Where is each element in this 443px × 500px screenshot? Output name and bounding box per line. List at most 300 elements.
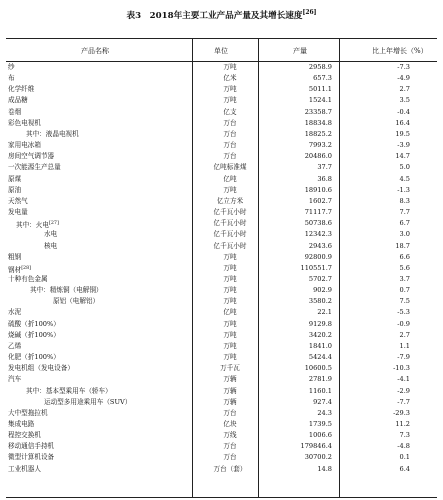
table-title-text: 表3 2018年主要工业产品产量及其增长速度 xyxy=(126,11,303,21)
product-name xyxy=(8,196,28,207)
product-growth-text: 5.6 xyxy=(399,263,410,272)
table-row xyxy=(6,118,437,129)
product-unit-text: 万吨 xyxy=(223,63,237,71)
product-name xyxy=(8,162,61,173)
product-growth-text: 6.6 xyxy=(399,252,410,261)
product-growth xyxy=(333,95,410,106)
product-name xyxy=(8,430,41,441)
product-output xyxy=(259,374,332,385)
product-growth-text: -4.9 xyxy=(397,74,410,83)
product-output-text: 10600.5 xyxy=(304,364,332,373)
product-output xyxy=(259,452,332,463)
product-growth-text: -4.1 xyxy=(397,375,410,384)
table-header xyxy=(6,39,437,62)
product-unit xyxy=(202,452,258,463)
product-unit-text: 万吨 xyxy=(223,85,237,94)
product-output xyxy=(259,352,332,363)
product-growth xyxy=(333,274,410,285)
product-growth xyxy=(333,107,410,118)
product-unit xyxy=(202,464,258,475)
product-growth xyxy=(333,307,410,318)
table-row xyxy=(6,330,437,341)
product-growth xyxy=(333,185,410,196)
product-unit-text: 万吨 xyxy=(223,252,237,261)
product-output-text: 2943.6 xyxy=(308,241,332,250)
table-row xyxy=(6,95,437,106)
product-name xyxy=(8,419,34,430)
product-growth xyxy=(333,162,410,173)
product-output xyxy=(259,430,332,441)
product-output-text: 18910.6 xyxy=(304,185,332,194)
header-growth: 比上年增长（%） xyxy=(372,47,428,55)
product-output-text: 3580.2 xyxy=(308,297,332,306)
table-row xyxy=(6,252,437,263)
product-growth-text: 14.7 xyxy=(395,152,410,161)
product-output-text: 2958.9 xyxy=(308,63,332,71)
table-row xyxy=(6,241,437,252)
product-growth-text: 4.5 xyxy=(399,174,410,183)
product-name-text: 水泥 xyxy=(8,308,22,317)
product-name-text: 运动型多用途乘用车（SUV） xyxy=(44,397,132,406)
product-output xyxy=(259,218,332,229)
product-growth xyxy=(333,441,410,452)
product-output xyxy=(259,330,332,341)
product-output-text: 657.3 xyxy=(313,74,332,83)
product-growth xyxy=(333,397,410,408)
table-row xyxy=(6,107,437,118)
table-row xyxy=(6,386,437,397)
product-name-text: 彩色电视机 xyxy=(8,118,41,127)
product-unit-text: 万吨 xyxy=(223,330,237,339)
product-growth-text: 0.7 xyxy=(399,286,410,295)
product-growth xyxy=(333,285,410,296)
product-unit xyxy=(202,207,258,218)
product-growth-text: 11.2 xyxy=(395,420,410,428)
table-row xyxy=(6,341,437,352)
product-output xyxy=(259,229,332,240)
product-unit xyxy=(202,252,258,263)
product-output-text: 5011.1 xyxy=(308,85,332,94)
product-unit xyxy=(202,140,258,151)
product-output xyxy=(259,129,332,140)
product-name xyxy=(8,118,41,129)
product-output-text: 5424.4 xyxy=(308,353,332,362)
product-name xyxy=(8,95,28,106)
product-growth-text: 7.7 xyxy=(399,208,410,217)
product-output xyxy=(259,464,332,475)
product-name-text: 原油 xyxy=(8,185,22,194)
product-growth xyxy=(333,408,410,419)
product-growth xyxy=(333,330,410,341)
product-name-text: 房间空气调节器 xyxy=(8,152,55,161)
product-unit-text: 亿块 xyxy=(223,420,237,428)
product-name-text: 核电 xyxy=(44,241,58,250)
product-name xyxy=(8,307,21,318)
product-name-text: 化肥（折100%） xyxy=(8,353,60,362)
product-growth xyxy=(333,452,410,463)
product-unit-text: 亿支 xyxy=(223,107,237,116)
table-row xyxy=(6,307,437,318)
product-unit xyxy=(202,307,258,318)
product-name-text: 粗钢 xyxy=(8,252,22,261)
product-output xyxy=(259,363,332,374)
product-output xyxy=(259,62,332,73)
product-growth-text: 7.5 xyxy=(399,297,410,306)
table-row xyxy=(6,84,437,95)
product-growth xyxy=(333,73,410,84)
product-output xyxy=(259,341,332,352)
product-growth-text: 6.7 xyxy=(399,219,410,228)
product-name xyxy=(8,363,74,374)
product-growth-text: 16.4 xyxy=(395,118,410,127)
table-row xyxy=(6,140,437,151)
product-growth-text: 0.1 xyxy=(399,453,410,462)
product-growth-text: 7.3 xyxy=(399,431,410,440)
product-name xyxy=(8,341,21,352)
product-growth-text: 19.5 xyxy=(395,129,410,138)
table-body xyxy=(6,62,437,475)
product-unit xyxy=(202,341,258,352)
product-growth xyxy=(333,464,410,475)
table-row xyxy=(6,363,437,374)
product-unit-text: 亿千瓦小时 xyxy=(213,230,247,239)
product-growth-text: 5.0 xyxy=(399,163,410,172)
product-output-text: 3420.2 xyxy=(308,330,332,339)
product-unit-text: 万吨 xyxy=(223,286,237,295)
product-output xyxy=(259,107,332,118)
product-name xyxy=(8,252,21,263)
product-output-text: 9129.8 xyxy=(308,319,332,328)
product-name xyxy=(8,464,41,475)
product-growth-text: 3.7 xyxy=(399,274,410,283)
product-name-text: 其中：基本型乘用车（轿车） xyxy=(26,386,112,395)
product-output-text: 37.7 xyxy=(317,163,332,172)
product-growth-text: -1.3 xyxy=(397,185,410,194)
product-unit xyxy=(202,419,258,430)
product-name xyxy=(8,207,28,218)
product-unit xyxy=(202,62,258,73)
product-growth-text: -5.3 xyxy=(397,308,410,317)
product-output xyxy=(259,95,332,106)
product-output xyxy=(259,307,332,318)
product-unit-text: 万辆 xyxy=(223,375,237,384)
product-output-text: 24.3 xyxy=(317,408,332,417)
product-name xyxy=(8,185,21,196)
table-row xyxy=(6,207,437,218)
product-output xyxy=(259,73,332,84)
product-name xyxy=(8,330,60,341)
product-output xyxy=(259,174,332,185)
product-unit-text: 万台 xyxy=(223,118,237,127)
product-growth xyxy=(333,174,410,185)
product-growth xyxy=(333,241,410,252)
product-unit-text: 万台 xyxy=(223,408,237,417)
product-output-text: 5702.7 xyxy=(308,274,332,283)
table-row xyxy=(6,218,437,229)
product-growth xyxy=(333,386,410,397)
product-unit-text: 万辆 xyxy=(223,397,237,406)
product-name xyxy=(8,174,21,185)
product-output-text: 12342.3 xyxy=(304,230,332,239)
product-unit xyxy=(202,363,258,374)
product-growth-text: -4.8 xyxy=(397,442,410,451)
product-output-text: 22.1 xyxy=(317,308,332,317)
product-unit xyxy=(202,386,258,397)
product-name xyxy=(44,397,131,408)
table-row xyxy=(6,374,437,385)
product-name-text: 程控交换机 xyxy=(8,431,41,440)
product-growth xyxy=(333,263,410,274)
product-growth xyxy=(333,363,410,374)
product-output xyxy=(259,252,332,263)
product-unit xyxy=(202,73,258,84)
product-unit xyxy=(202,274,258,285)
product-output xyxy=(259,196,332,207)
product-growth-text: 8.3 xyxy=(399,196,410,205)
product-name-text: 硫酸（折100%） xyxy=(8,319,60,328)
product-name xyxy=(30,285,103,296)
table-row xyxy=(6,263,437,274)
table-row xyxy=(6,73,437,84)
product-unit-text: 万台 xyxy=(223,141,237,150)
table-row xyxy=(6,285,437,296)
product-unit xyxy=(202,95,258,106)
table-row xyxy=(6,162,437,173)
product-name xyxy=(8,73,15,84)
product-unit xyxy=(202,162,258,173)
product-unit-text: 亿吨标准煤 xyxy=(213,163,247,172)
product-unit-text: 亿米 xyxy=(223,74,237,83)
table-row xyxy=(6,419,437,430)
product-name-text: 移动通信手持机 xyxy=(8,442,55,451)
table-title xyxy=(0,9,443,21)
product-growth-text: -7.9 xyxy=(397,353,410,362)
product-unit xyxy=(202,84,258,95)
product-output-text: 18834.8 xyxy=(304,118,332,127)
table-title-note: [26] xyxy=(302,9,317,17)
product-growth-text: 2.7 xyxy=(399,330,410,339)
header-output: 产量 xyxy=(293,47,307,55)
product-name-text: 化学纤维 xyxy=(8,85,35,94)
production-table xyxy=(6,38,437,498)
product-name-text: 钢材 xyxy=(8,266,22,274)
product-output-text: 1841.0 xyxy=(308,341,332,350)
product-unit xyxy=(202,374,258,385)
product-growth-text: -2.9 xyxy=(397,386,410,395)
product-unit xyxy=(202,397,258,408)
product-name xyxy=(8,62,15,73)
product-output-text: 902.9 xyxy=(313,286,332,295)
product-unit xyxy=(202,408,258,419)
product-output-text: 1006.6 xyxy=(308,431,332,440)
product-output-text: 2781.9 xyxy=(308,375,332,384)
product-name xyxy=(8,140,41,151)
product-output xyxy=(259,274,332,285)
product-output xyxy=(259,386,332,397)
footnote-ref: [28] xyxy=(21,265,32,271)
product-name-text: 其中：火电 xyxy=(16,221,49,230)
product-output-text: 20486.0 xyxy=(304,152,332,161)
product-name xyxy=(44,229,57,240)
table-row xyxy=(6,129,437,140)
product-name xyxy=(8,452,54,463)
product-growth-text: 3.5 xyxy=(399,96,410,105)
product-output-text: 30700.2 xyxy=(304,453,332,462)
product-output xyxy=(259,162,332,173)
table-row xyxy=(6,452,437,463)
product-growth xyxy=(333,62,410,73)
product-growth xyxy=(333,252,410,263)
product-growth xyxy=(333,229,410,240)
product-output-text: 110551.7 xyxy=(300,263,332,272)
product-name xyxy=(8,408,48,419)
product-growth-text: 6.4 xyxy=(399,464,410,473)
product-output xyxy=(259,408,332,419)
product-unit-text: 万吨 xyxy=(223,274,237,283)
product-growth xyxy=(333,352,410,363)
product-name-text: 集成电路 xyxy=(8,420,35,428)
product-unit xyxy=(202,285,258,296)
product-growth xyxy=(333,118,410,129)
product-unit xyxy=(202,330,258,341)
table-row xyxy=(6,62,437,73)
product-output-text: 1739.5 xyxy=(308,420,332,428)
product-name xyxy=(53,296,99,307)
product-unit xyxy=(202,319,258,330)
product-growth-text: 1.1 xyxy=(399,341,410,350)
product-growth xyxy=(333,430,410,441)
table-row xyxy=(6,296,437,307)
product-unit xyxy=(202,430,258,441)
product-name-text: 乙烯 xyxy=(8,341,22,350)
product-name-text: 烧碱（折100%） xyxy=(8,330,60,339)
product-unit xyxy=(202,218,258,229)
product-growth xyxy=(333,196,410,207)
product-growth xyxy=(333,419,410,430)
table-row xyxy=(6,274,437,285)
product-name xyxy=(8,274,48,285)
header-product-name: 产品名称 xyxy=(81,47,109,55)
product-output xyxy=(259,118,332,129)
product-output-text: 1160.1 xyxy=(308,386,332,395)
product-output xyxy=(259,285,332,296)
product-name xyxy=(8,151,54,162)
product-name-text: 汽车 xyxy=(8,375,22,384)
product-unit-text: 万吨 xyxy=(223,185,237,194)
table-row xyxy=(6,319,437,330)
table-row xyxy=(6,229,437,240)
product-unit-text: 万台 xyxy=(223,152,237,161)
footnote-ref: [27] xyxy=(48,221,59,227)
product-unit xyxy=(202,129,258,140)
product-name-text: 一次能源生产总量 xyxy=(8,163,61,172)
product-name-text: 其中：精炼铜（电解铜） xyxy=(30,286,103,295)
product-output xyxy=(259,319,332,330)
product-unit-text: 亿千瓦小时 xyxy=(213,219,247,228)
product-unit xyxy=(202,441,258,452)
product-name xyxy=(44,241,57,252)
product-output-text: 1602.7 xyxy=(308,196,332,205)
table-row xyxy=(6,441,437,452)
product-name-text: 发电量 xyxy=(8,208,28,217)
table-row xyxy=(6,151,437,162)
product-unit-text: 亿吨 xyxy=(223,174,237,183)
product-output-text: 1524.1 xyxy=(308,96,332,105)
product-growth-text: -29.3 xyxy=(393,408,410,417)
product-growth xyxy=(333,374,410,385)
product-name xyxy=(8,441,54,452)
table-row xyxy=(6,352,437,363)
product-output-text: 50738.6 xyxy=(304,219,332,228)
product-growth-text: 3.0 xyxy=(399,230,410,239)
product-output-text: 14.8 xyxy=(317,464,332,473)
product-growth xyxy=(333,341,410,352)
product-name-text: 微型计算机设备 xyxy=(8,453,55,462)
product-output xyxy=(259,207,332,218)
product-output xyxy=(259,441,332,452)
product-unit-text: 万辆 xyxy=(223,386,237,395)
product-name-text: 发电机组（发电设备） xyxy=(8,364,74,373)
product-name-text: 大中型拖拉机 xyxy=(8,408,48,417)
product-unit-text: 亿立方米 xyxy=(216,196,244,205)
table-row xyxy=(6,174,437,185)
product-unit-text: 万台 xyxy=(223,453,237,462)
product-output xyxy=(259,151,332,162)
product-unit-text: 万千瓦 xyxy=(220,364,240,373)
product-unit xyxy=(202,107,258,118)
product-output-text: 71117.7 xyxy=(304,208,332,217)
product-name xyxy=(8,319,60,330)
product-growth xyxy=(333,218,410,229)
table-row xyxy=(6,185,437,196)
header-unit: 单位 xyxy=(214,47,228,55)
product-growth-text: -7.3 xyxy=(397,63,410,71)
product-unit-text: 万吨 xyxy=(223,96,237,105)
product-output-text: 927.4 xyxy=(313,397,332,406)
product-output-text: 7993.2 xyxy=(308,141,332,150)
product-unit-text: 万吨 xyxy=(223,297,237,306)
product-growth xyxy=(333,140,410,151)
product-growth-text: 18.7 xyxy=(395,241,410,250)
product-name-text: 水电 xyxy=(44,230,58,239)
product-unit-text: 万吨 xyxy=(223,353,237,362)
product-unit xyxy=(202,229,258,240)
product-name-text: 天然气 xyxy=(8,196,28,205)
product-unit-text: 万台（套） xyxy=(213,464,247,473)
product-name xyxy=(8,374,21,385)
product-unit xyxy=(202,185,258,196)
product-unit xyxy=(202,118,258,129)
product-output-text: 36.8 xyxy=(317,174,332,183)
product-name-text: 原煤 xyxy=(8,174,22,183)
product-unit xyxy=(202,263,258,274)
product-unit xyxy=(202,174,258,185)
product-unit-text: 万吨 xyxy=(223,319,237,328)
product-name xyxy=(26,129,79,140)
product-unit xyxy=(202,241,258,252)
product-output-text: 23358.7 xyxy=(304,107,332,116)
product-output xyxy=(259,84,332,95)
product-name-text: 卷烟 xyxy=(8,107,22,116)
product-unit-text: 亿吨 xyxy=(223,308,237,317)
product-growth-text: 2.7 xyxy=(399,85,410,94)
product-growth-text: -10.3 xyxy=(393,364,410,373)
product-unit-text: 万台 xyxy=(223,129,237,138)
product-unit-text: 亿千瓦小时 xyxy=(213,241,247,250)
product-unit-text: 万线 xyxy=(223,431,237,440)
product-name xyxy=(8,352,60,363)
product-unit-text: 亿千瓦小时 xyxy=(213,208,247,217)
